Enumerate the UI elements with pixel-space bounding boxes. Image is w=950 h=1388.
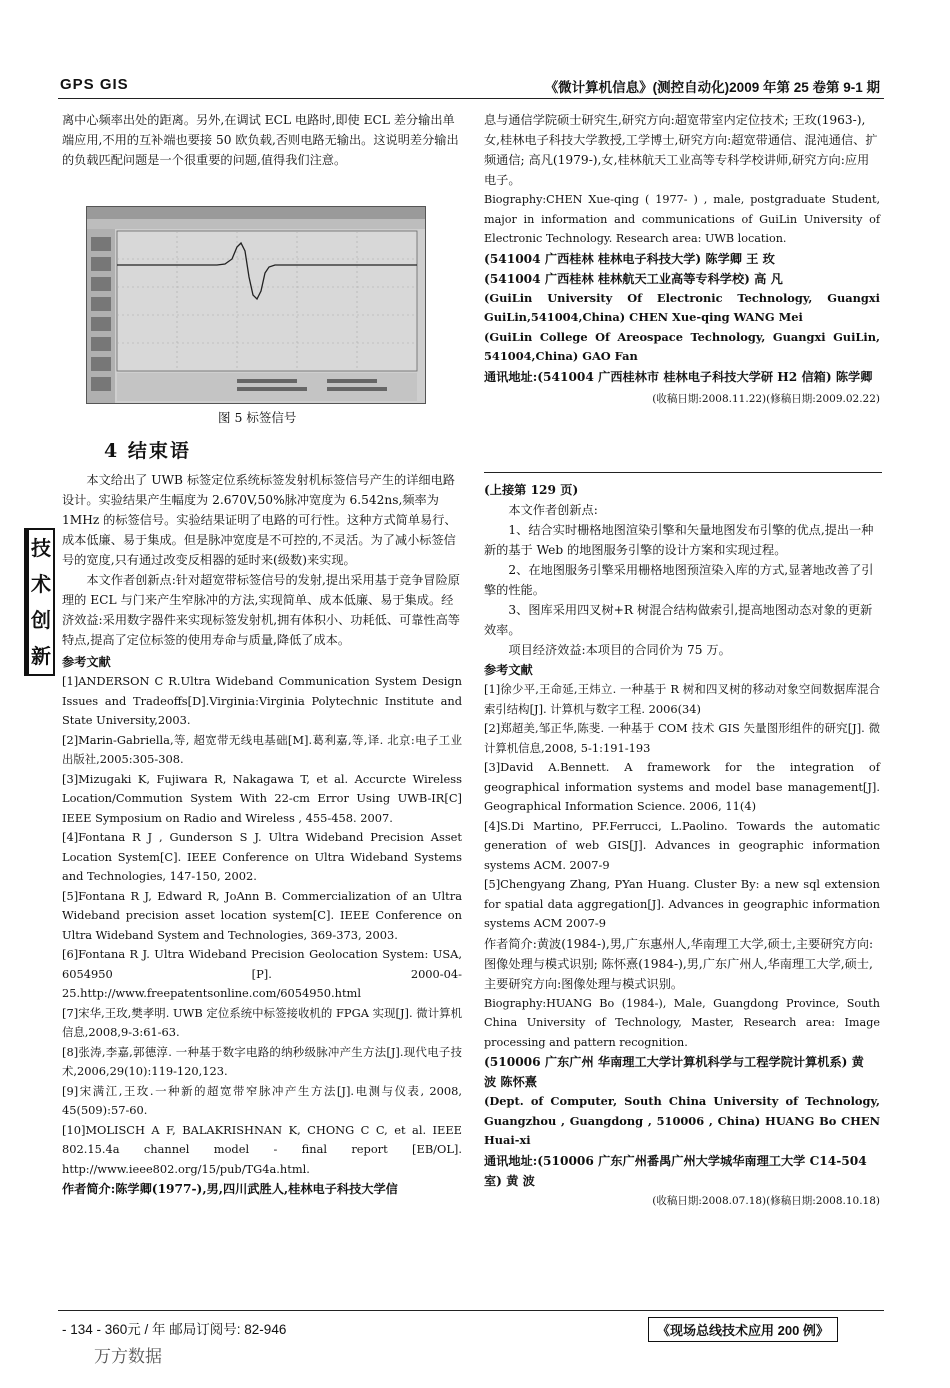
address-en-1: (GuiLin University Of Electronic Technology, Guangxi GuiLin,541004,China) CHEN Xue-qing WANG Mei	[484, 290, 880, 324]
reference-item: [4]S.Di Martino, PF.Ferrucci, L.Paolino. Towards the automatic generation of web GIS[J]. Advances in geographic information systems ACM. 2007-9	[484, 818, 880, 872]
reference-item: [7]宋华,王玫,樊孝明. UWB 定位系统中标签接收机的 FPGA 实现[J]. 微计算机信息,2008,9-3:61-63.	[62, 1005, 462, 1039]
right-ref-list	[484, 680, 880, 934]
reference-item: [5]Fontana R J, Edward R, JoAnn B. Commercialization of an Ultra Wideband precision asset location system[C]. IEEE Conference on Ultra Wideband System and Technologies, 369-373, 2003.	[62, 888, 462, 942]
side-tag	[24, 528, 55, 676]
figure-caption: 图 5 标签信号	[218, 410, 297, 425]
footer-rule	[58, 1310, 884, 1311]
mail-address: 通讯地址:(541004 广西桂林市 桂林电子科技大学研 H2 信箱) 陈学卿	[484, 369, 873, 384]
innovation-1: 1、结合实时栅格地图渲染引擎和矢量地图发布引擎的优点,提出一种新的基于 Web 的地图服务引擎的设计方案和实现过程。	[484, 523, 874, 557]
conclusion-p2: 本文作者创新点:针对超宽带标签信号的发射,提出采用基于竞争冒险原理的 ECL 与门来产生窄脉冲的方法,实现简单、成本低廉、易于集成。经济效益:采用数字器件来实现标签发射机,拥有体积小、功耗低、可靠性高等特点,提高了定位标签的使用寿命与质量,降低了成本。	[62, 573, 460, 647]
footer-ad-box: 《现场总线技术应用 200 例》	[648, 1317, 838, 1342]
header-right: 《微计算机信息》(测控自动化)2009 年第 25 卷第 9-1 期	[544, 80, 880, 95]
reference-item: [8]张涛,李嘉,郭德淳. 一种基于数字电路的纳秒级脉冲产生方法[J].现代电子技术,2006,29(10):119-120,123.	[62, 1044, 462, 1078]
reference-item: [6]Fontana R J. Ultra Wideband Precision Geolocation System: USA, 6054950 [P]. 2000-04-25.http://www.freepatentsonline.com/6054950.html	[62, 947, 462, 1000]
address-cn-2: (541004 广西桂林 桂林航天工业高等专科学校) 高 凡	[484, 271, 783, 286]
right-top	[484, 110, 880, 409]
section-title: 4 结束语	[104, 440, 191, 462]
conclusion	[62, 470, 462, 1199]
side-tag-char: 新	[31, 644, 51, 668]
reference-item: [1]徐少平,王命延,王炜立. 一种基于 R 树和四叉树的移动对象空间数据库混合索引结构[J]. 计算机与数字工程. 2006(34)	[484, 682, 880, 716]
left-author-intro: 作者简介:陈学卿(1977-),男,四川武胜人,桂林电子科技大学信	[62, 1182, 398, 1196]
address-cn-3: (510006 广东广州 华南理工大学计算机科学与工程学院计算机系) 黄 波 陈怀熹	[484, 1055, 864, 1089]
reference-item: [5]Chengyang Zhang, PYan Huang. Cluster By: a new sql extension for spatial data aggregation[J]. Advances in geographic information systems ACM 2007-9	[484, 877, 880, 930]
reference-item: [2]Marin-Gabriella,等, 超宽带无线电基础[M].葛利嘉,等,译. 北京:电子工业出版社,2005:305-308.	[62, 732, 462, 766]
biography: Biography:CHEN Xue-qing ( 1977- ) , male, postgraduate Student, major in information and communications of GuiLin University of Electronic Technology. Research area: UWB location.	[484, 193, 880, 245]
left-intro: 离中心频率出处的距离。另外,在调试 ECL 电路时,即使 ECL 差分输出单端应用,不用的互补端也要接 50 欧负载,否则电路无输出。这说明差分输出的负载匹配问题是一个很重要的问题,值得我们注意。	[62, 113, 459, 167]
biography-2: Biography:HUANG Bo (1984-), Male, Guangdong Province, South China University of Technology, Master, Research area: Image processing and pattern recognition.	[484, 996, 880, 1049]
header-rule	[58, 98, 884, 99]
reference-item: [4]Fontana R J , Gunderson S J. Ultra Wideband Precision Asset Location System[C]. IEEE Conference on Ultra Wideband Systems and Technologies, 147-150, 2002.	[62, 830, 462, 883]
continued-from: (上接第 129 页)	[484, 483, 579, 497]
address-en-3: (Dept. of Computer, South China University of Technology, Guangzhou , Guangdong , 510006 , China) HUANG Bo CHEN Huai-xi	[484, 1094, 880, 1147]
innovation-3: 3、图库采用四叉树+R 树混合结构做索引,提高地图动态对象的更新效率。	[484, 603, 873, 637]
tag-signal-figure	[86, 206, 426, 404]
side-tag-char: 创	[31, 608, 51, 632]
received-dates: (收稿日期:2008.11.22)(修稿日期:2009.02.22)	[652, 392, 880, 405]
right-refs-title: 参考文献	[484, 663, 533, 677]
innovation-2: 2、在地图服务引擎采用栅格地图预渲染入库的方式,显著地改善了引擎的性能。	[484, 563, 874, 597]
reference-item: [10]MOLISCH A F, BALAKRISHNAN K, CHONG C C, et al. IEEE 802.15.4a channel model - final report [EB/OL]. http://www.ieee802.org/15/pub/TG4a.html.	[62, 1122, 462, 1176]
economic-benefit: 项目经济效益:本项目的合同价为 75 万。	[508, 643, 731, 657]
reference-item: [9]宋满江,王玫.一种新的超宽带窄脉冲产生方法[J].电测与仪表, 2008, 45(509):57-60.	[62, 1083, 462, 1117]
address-en-2: (GuiLin College Of Areospace Technology, Guangxi GuiLin, 541004,China) GAO Fan	[484, 329, 880, 363]
author-intro-2: 作者简介:黄波(1984-),男,广东惠州人,华南理工大学,硕士,主要研究方向:图像处理与模式识别; 陈怀熹(1984-),男,广东广州人,华南理工大学,硕士,主要研究方向:图像处理与模式识别。	[484, 936, 874, 991]
reference-item: [3]David A.Bennett. A framework for the integration of geographical information systems and model base management[J]. Geographical Information Science. 2006, 11(4)	[484, 760, 880, 813]
footer-page-info: - 134 - 360元 / 年 邮局订阅号: 82-946	[62, 1322, 287, 1337]
oscilloscope-screenshot	[87, 207, 425, 403]
section-divider	[484, 472, 882, 473]
mail-address-2: 通讯地址:(510006 广东广州番禺广州大学城华南理工大学 C14-504 室) 黄 波	[484, 1153, 867, 1188]
left-refs-title: 参考文献	[62, 655, 111, 669]
side-tag-char: 术	[31, 572, 51, 596]
reference-item: [3]Mizugaki K, Fujiwara R, Nakagawa T, et al. Accurcte Wireless Location/Commution System With 22-cm Error Using UWB-IR[C] IEEE Symposium on Radio and Wireless , 455-458. 2007.	[62, 771, 462, 825]
reference-item: [1]ANDERSON C R.Ultra Wideband Communication System Design Issues and Tradeoffs[D].Virginia:Virginia Polytechnic Institute and State University,2003.	[62, 674, 462, 727]
header-left: GPS GIS	[60, 76, 129, 93]
conclusion-p1: 本文给出了 UWB 标签定位系统标签发射机标签信号产生的详细电路设计。实验结果产生幅度为 2.670V,50%脉冲宽度为 6.542ns,频率为 1MHz 的标签信号。实验结果证明了电路的可行性。这种方式简单易行、成本低廉、易于集成。但是脉冲宽度是不可控的,不灵活。为了减小标签信号的宽度,只有通过改变反相器的延时来(级数)来实现。	[62, 473, 457, 567]
left-ref-list	[62, 672, 462, 1179]
address-cn-1: (541004 广西桂林 桂林电子科技大学) 陈学卿 王 玫	[484, 251, 775, 266]
received-dates-2: (收稿日期:2008.07.18)(修稿日期:2008.10.18)	[652, 1194, 880, 1207]
right-bottom	[484, 480, 880, 1211]
innovation-title: 本文作者创新点:	[508, 503, 598, 517]
reference-item: [2]郑超美,邹正华,陈斐. 一种基于 COM 技术 GIS 矢量图形组件的研究[J]. 微计算机信息,2008, 5-1:191-193	[484, 721, 880, 755]
watermark: 万方数据	[94, 1347, 162, 1367]
side-tag-char: 技	[31, 536, 51, 560]
author-continued: 息与通信学院硕士研究生,研究方向:超宽带室内定位技术; 王玫(1963-),女,桂林电子科技大学教授,工学博士,研究方向:超宽带通信、混沌通信、扩频通信; 高凡(1979-),女,桂林航天工业高等专科学校讲师,研究方向:应用电子。	[484, 113, 878, 187]
